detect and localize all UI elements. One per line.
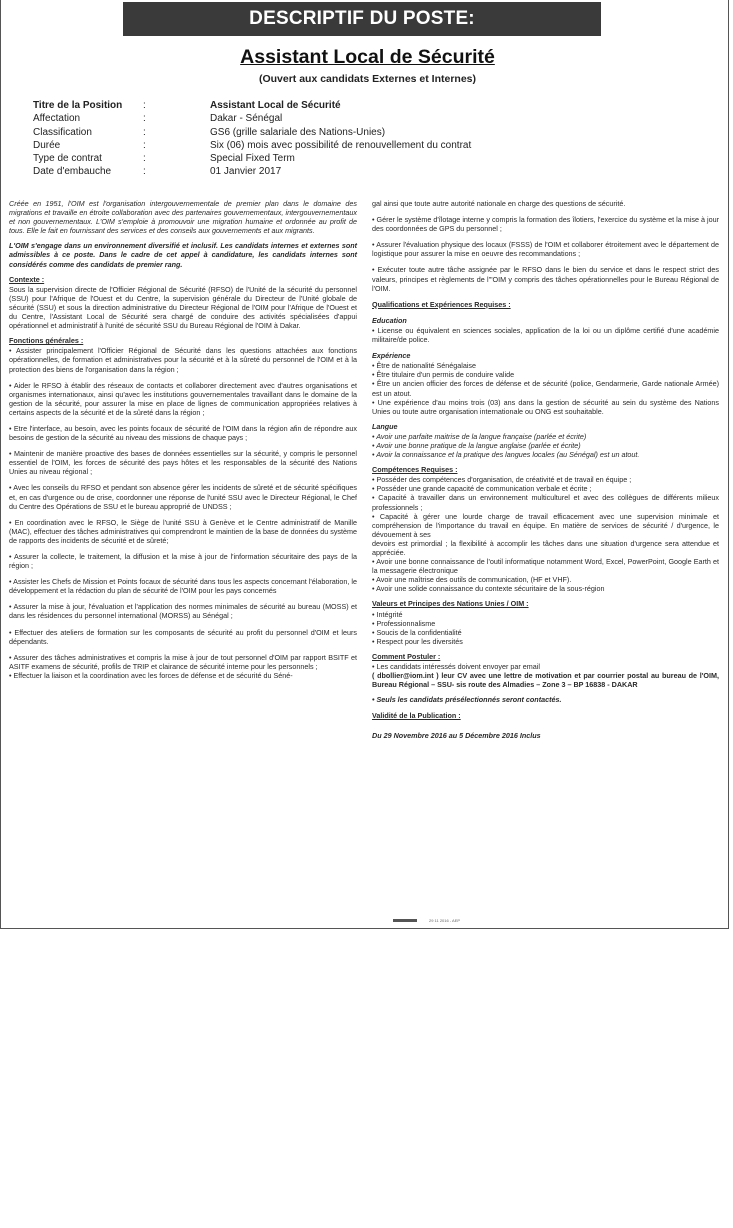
header-banner: DESCRIPTIF DU POSTE: (123, 2, 601, 36)
info-label: Type de contrat (33, 153, 102, 165)
info-value: Special Fixed Term (210, 153, 295, 165)
value-item: • Professionnalisme (372, 618, 436, 628)
info-value: Dakar - Sénégal (210, 113, 283, 125)
info-value: GS6 (grille salariale des Nations-Unies) (210, 126, 386, 138)
apply-address: ( dbollier@iom.int ) leur CV avec une lettre de motivation et par courrier postal au bureau de l'OIM, Bureau Régional – SSU- sis route des Almadies – Zone 3 – BP 16838 - DAKAR (372, 671, 719, 690)
info-label: Durée (33, 139, 61, 151)
apply-heading: Comment Postuler : (372, 651, 441, 661)
qualifications-heading: Qualifications et Expériences Requises : (372, 299, 511, 309)
function-item: • Assister les Chefs de Mission et Points focaux de sécurité dans tous les aspects concernant l'élaboration, le développement et la rédaction du plan de sécurité de l'OIM pour les pays concernés (9, 577, 357, 596)
function-item: • Assurer la collecte, le traitement, la diffusion et la mise à jour de l'information sécuritaire des pays de la région ; (9, 552, 357, 571)
language-item: • Avoir une bonne pratique de la langue anglaise (parlée et écrite) (372, 440, 581, 450)
values-heading: Valeurs et Principes des Nations Unies / OIM : (372, 599, 529, 609)
functions-heading: Fonctions générales : (9, 336, 84, 346)
value-item: • Soucis de la confidentialité (372, 627, 462, 637)
experience-item: • Être titulaire d'un permis de conduire valide (372, 370, 515, 380)
info-row (33, 112, 471, 125)
experience-item: • Être un ancien officier des forces de défense et de sécurité (police, Gendarmerie, Garde nationale Armée) est un atout. (372, 379, 719, 398)
skill-item: • Posséder une grande capacité de communication verbale et écrite ; (372, 484, 592, 494)
language-item: • Avoir la connaissance et la pratique des langues locales (au Sénégal) est un atout. (372, 450, 640, 460)
skills-heading: Compétences Requises : (372, 465, 458, 475)
value-item: • Intégrité (372, 609, 403, 619)
value-item: • Respect pour les diversités (372, 636, 463, 646)
function-item: • Maintenir de manière proactive des bases de données essentielles sur la sécurité, y compris le personnel essentiel de l'OIM, les forces de sécurité des pays hôtes et les responsables de la sécurité des Nations Unies au niveau régional ; (9, 449, 357, 477)
language-heading: Langue (372, 421, 398, 431)
info-value: 01 Janvier 2017 (210, 166, 282, 178)
info-separator: : (143, 166, 146, 178)
left-column (9, 199, 357, 680)
function-item: • En coordination avec le RFSO, le Siège de l'unité SSU à Genève et le Centre administratif de Manille (MAC), effectuer des tâches administratives qui comprendront le maintien de la base de données du système de rapports des incidents de sécurité et de sûreté; (9, 517, 357, 545)
info-label: Classification (33, 126, 92, 138)
function-item: gal ainsi que toute autre autorité nationale en charge des questions de sécurité. (372, 199, 626, 208)
info-separator: : (143, 100, 146, 111)
info-separator: : (143, 126, 146, 138)
experience-item: • Une expérience d'au moins trois (03) ans dans la gestion de sécurité au sein du système des Nations Unies ou toute autre organisation internationale ou ONG est souhaitable. (372, 397, 719, 416)
apply-instruction: • Les candidats intéressés doivent envoyer par email (372, 662, 540, 672)
info-row (33, 126, 471, 139)
education-text: • License ou équivalent en sciences sociales, application de la loi ou un diplôme certifié d'une académie militaire/de police. (372, 325, 719, 345)
function-item: • Avec les conseils du RFSO et pendant son absence gérer les incidents de sûreté et de sécurité spécifiques et, en cas d'urgence ou de crise, coordonner une réponse de l'unité SSU avec le Directeur Régional, le Chef du Centre des Opérations de SSU et le bureau approprié de UNDSS ; (9, 483, 357, 511)
skill-item: • Avoir une maîtrise des outils de communication, (HF et VHF). (372, 575, 572, 585)
footer-text: 29 11 2016 - AEP (429, 918, 461, 923)
info-separator: : (143, 139, 146, 151)
skill-item: • Capacité à gérer une lourde charge de travail efficacement avec une supervision minimale et compréhension de l'importance du travail en équipe. En matière de services de sécurité / d'urgence, le dévouement à ses (372, 511, 719, 539)
info-row (33, 165, 471, 178)
info-label: Affectation (33, 113, 81, 125)
function-item: • Gérer le système d'îlotage interne y compris la formation des îlotiers, l'exercice du système et la mise à jour des coordonnées de GPS du personnel ; (372, 215, 719, 234)
function-item: • Effectuer des ateliers de formation sur les composants de sécurité au profit du personnel d'OIM et leurs dépendants. (9, 627, 357, 646)
right-column (372, 199, 719, 740)
skill-item: • Posséder des compétences d'organisation, de créativité et de travail en équipe ; (372, 475, 632, 485)
info-row (33, 152, 471, 165)
validity-heading: Validité de la Publication : (372, 711, 461, 721)
function-item: • Etre l'interface, au besoin, avec les points focaux de sécurité de l'OIM dans la région afin de répondre aux besoins de gestion de la sécurité au niveau des missions de chaque pays ; (9, 423, 357, 443)
context-text: Sous la supervision directe de l'Officier Régional de Sécurité (RFSO) de l'Unité de la sécurité du personnel (SSU) pour l'Afrique de l'Ouest et du Centre, la supervision générale du Directeur de l'Unité globale de sécurité (SSU) et sous la direction administrative du Directeur Régional de l'OIM pour l'Afrique de l'Ouest et du Centre, l'Assistant Local de Sécurité sera chargé de conduire des activités spécialisées d'appui opérationnel et administratif à l'unité de sécurité SSU du Bureau Régional de l'OIM à Dakar. (9, 284, 357, 331)
newspaper-logo (393, 919, 417, 922)
info-row (33, 99, 471, 112)
job-title: Assistant Local de Sécurité (240, 46, 495, 68)
info-label: Titre de la Position (33, 100, 123, 111)
info-row (33, 139, 471, 152)
function-item: • Assurer l'évaluation physique des locaux (FSSS) de l'OIM et collaborer étroitement avec le département de logistique pour assurer la mise en oeuvre des recommandations ; (372, 240, 719, 259)
footer-stamp (393, 918, 460, 923)
education-heading: Education (372, 315, 407, 325)
info-separator: : (143, 113, 146, 125)
skill-item: devoirs est primordial ; la flexibilité à accomplir les tâches dans une situation d'urgence sera attendue et appréciée. (372, 538, 719, 557)
info-value: Assistant Local de Sécurité (210, 100, 341, 111)
function-item: • Effectuer la liaison et la coordination avec les forces de défense et de sécurité du Séné- (9, 670, 293, 680)
skill-item: • Capacité à travailler dans un environnement multiculturel et avec des collègues de différents milieux professionnels ; (372, 493, 719, 512)
function-item: • Aider le RFSO à établir des réseaux de contacts et collaborer directement avec d'autres organisations et organismes internationaux, ainsi qu'avec les institutions gouvernementales travaillant dans le domaine de la gestion de la sécurité, pour assurer la mise en place de lignes de communication appropriées relatives à certains aspects de la sécurité et de la sûreté dans la région ; (9, 380, 357, 417)
info-value: Six (06) mois avec possibilité de renouvellement du contrat (210, 139, 472, 151)
organization-intro: Créée en 1951, l'OIM est l'organisation intergouvernementale de premier plan dans le domaine des migrations et travaille en étroite collaboration avec des partenaires gouvernementaux, intergouvernementaux et non gouvernementaux. L'OIM s'emploie à promouvoir une migration humaine et ordonnée au profit de tous. Elle le fait en fournissant des services et des conseils aux gouvernements et aux migrants. (9, 199, 357, 236)
info-separator: : (143, 153, 146, 165)
skill-item: • Avoir une bonne connaissance de l'outil informatique notamment Word, Excel, PowerPoint, Google Earth et la messagerie électronique (372, 557, 719, 576)
position-info-table (33, 99, 471, 179)
function-item: • Exécuter toute autre tâche assignée par le RFSO dans le bien du service et dans le respect strict des valeurs, principes et règlements de l'"OIM y compris des tâches opérationnelles pour le Bureau Régional de l'OIM. (372, 265, 719, 293)
skill-item: • Avoir une solide connaissance du contexte sécuritaire de la sous-région (372, 584, 605, 594)
diversity-statement: L'OIM s'engage dans un environnement diversifié et inclusif. Les candidats internes et externes sont admissibles à ce poste. Dans le cadre de cet appel à candidature, les candidats internes sont considérés comme des candidats de premier rang. (9, 241, 357, 269)
function-item: • Assister principalement l'Officier Régional de Sécurité dans les questions attachées aux fonctions opérationnelles, de formation et administratives pour la sécurité et à la sûreté du personnel de l'OIM et à la protection des biens de l'organisation dans la région ; (9, 346, 357, 374)
job-subtitle: (Ouvert aux candidats Externes et Internes) (258, 73, 477, 85)
experience-heading: Expérience (372, 351, 411, 361)
function-item: • Assurer des tâches administratives et compris la mise à jour de tout personnel d'OIM par rapport BSITF et ASITF examens de sécurité, profils de TRIP et clairance de sécurité interne pour les personnels ; (9, 652, 357, 671)
language-item: • Avoir une parfaite maitrise de la langue française (parlée et écrite) (372, 431, 587, 441)
validity-dates: Du 29 Novembre 2016 au 5 Décembre 2016 Inclus (372, 730, 541, 740)
context-heading: Contexte : (9, 274, 45, 284)
shortlist-note: • Seuls les candidats présélectionnés seront contactés. (372, 695, 562, 705)
function-item: • Assurer la mise à jour, l'évaluation et l'application des normes minimales de sécurité au bureau (MOSS) et dans les résidences du personnel international (MORSS) au Sénégal ; (9, 602, 357, 621)
info-label: Date d'embauche (33, 166, 112, 178)
experience-item: • Être de nationalité Sénégalaise (372, 361, 477, 371)
